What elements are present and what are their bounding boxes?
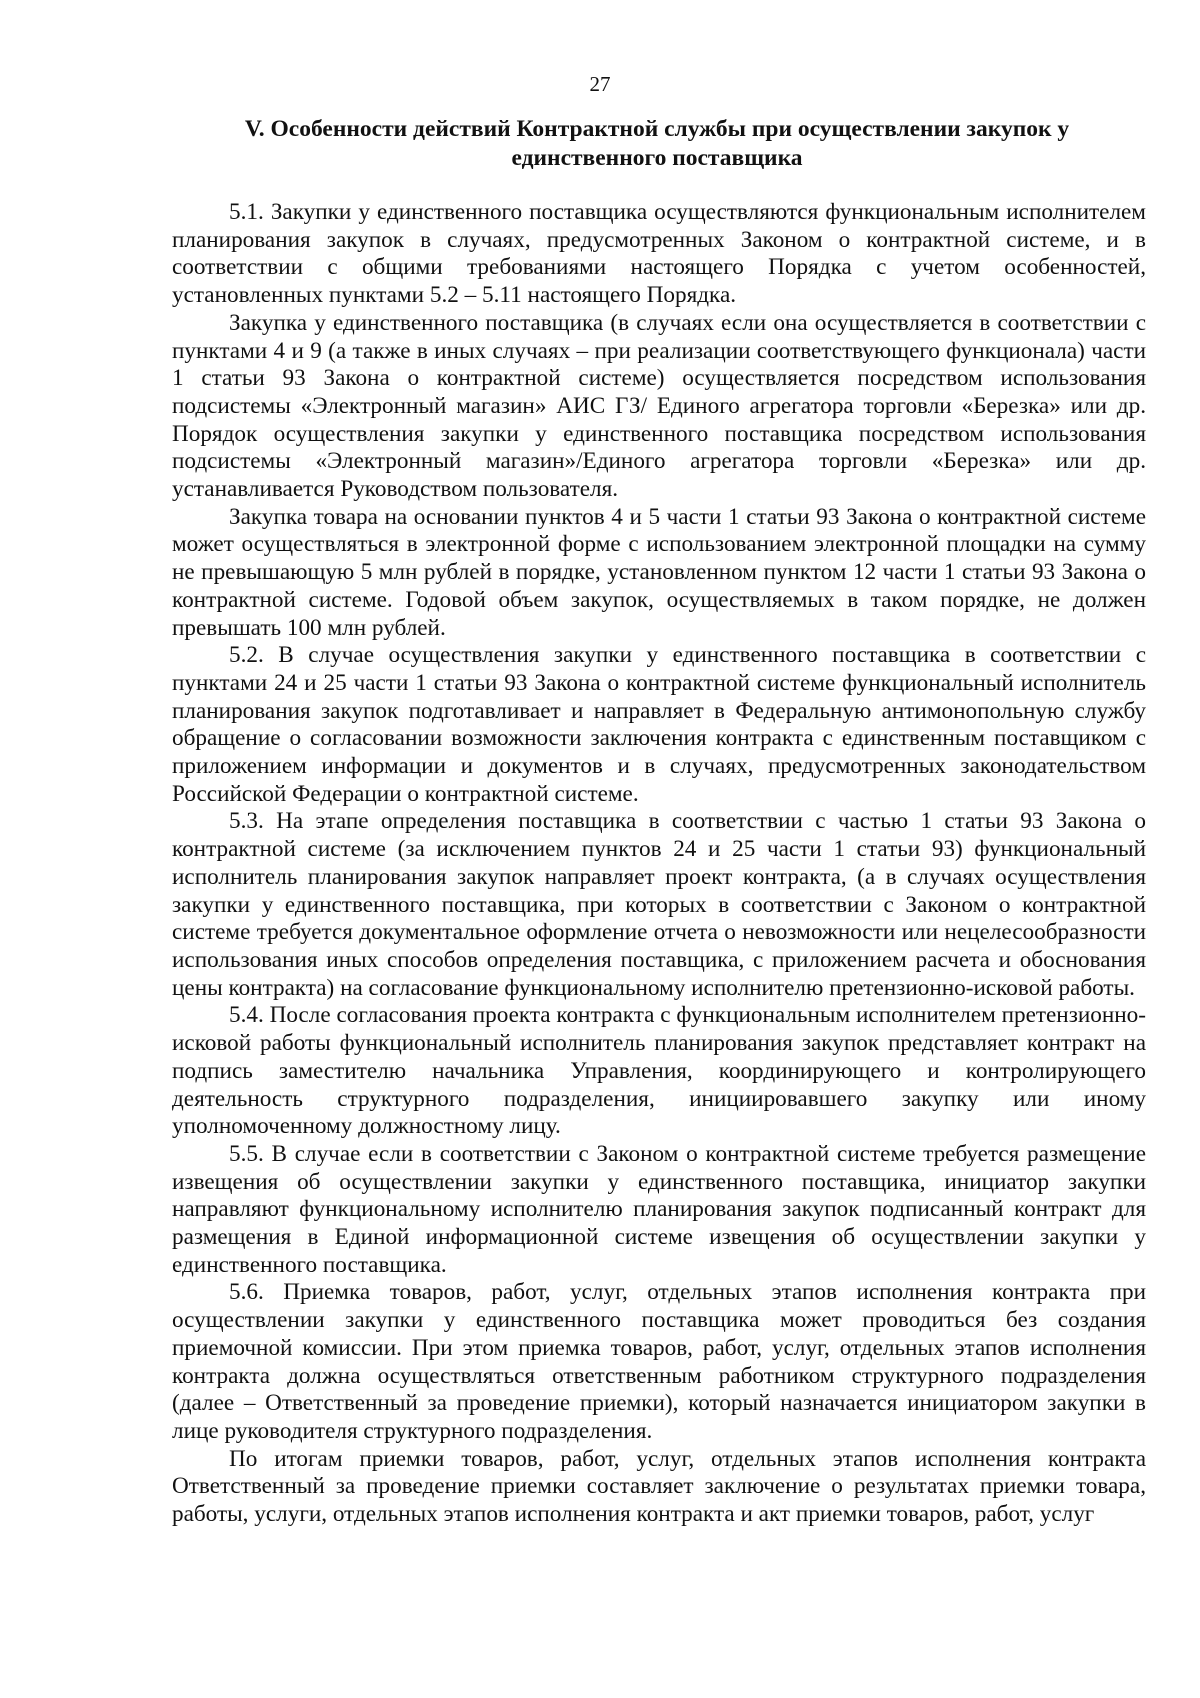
paragraph-5-1: 5.1. Закупки у единственного поставщика осуществляются функциональным исполнителем планирования закупок в случаях, предусмотренных Законом о контрактной системе, и в соответствии с общими требованиями настоящего Порядка с учетом особенностей, установленных пунктами 5.2 – 5.11 настоящего Порядка.: [172, 199, 1146, 309]
page-number: 27: [589, 72, 611, 96]
section-heading: V. Особенности действий Контрактной службы при осуществлении закупок у единственного поставщика: [244, 116, 1070, 171]
paragraph-5-3: 5.3. На этапе определения поставщика в соответствии с частью 1 статьи 93 Закона о контрактной системе (за исключением пунктов 24 и 25 части 1 статьи 93) функциональный исполнитель планирования закупок направляет проект контракта, (а в случаях осуществления закупки у единственного поставщика, при которых в соответствии с Законом о контрактной системе требуется документальное оформление отчета о невозможности или нецелесообразности использования иных способов определения поставщика, с приложением расчета и обоснования цены контракта) на согласование функциональному исполнителю претензионно-исковой работы.: [172, 808, 1146, 1001]
paragraph-5-2: 5.2. В случае осуществления закупки у единственного поставщика в соответствии с пунктами 24 и 25 части 1 статьи 93 Закона о контрактной системе функциональный исполнитель планирования закупок подготавливает и направляет в Федеральную антимонопольную службу обращение о согласовании возможности заключения контракта с единственным поставщиком с приложением информации и документов и в случаях, предусмотренных законодательством Российской Федерации о контрактной системе.: [172, 642, 1146, 807]
document-body: [172, 199, 1146, 1529]
paragraph-5-5: 5.5. В случае если в соответствии с Законом о контрактной системе требуется размещение извещения об осуществлении закупки у единственного поставщика, инициатор закупки направляют функциональному исполнителю планирования закупок подписанный контракт для размещения в Единой информационной системе извещения об осуществлении закупки у единственного поставщика.: [172, 1140, 1146, 1278]
paragraph-5-4: 5.4. После согласования проекта контракта с функциональным исполнителем претензионно-исковой работы функциональный исполнитель планирования закупок представляет контракт на подпись заместителю начальника Управления, координирующего и контролирующего деятельность структурного подразделения, инициировавшего закупку или иному уполномоченному должностному лицу.: [172, 1002, 1146, 1140]
paragraph-5-6: 5.6. Приемка товаров, работ, услуг, отдельных этапов исполнения контракта при осуществлении закупки у единственного поставщика может проводиться без создания приемочной комиссии. При этом приемка товаров, работ, услуг, отдельных этапов исполнения контракта должна осуществляться ответственным работником структурного подразделения (далее – Ответственный за проведение приемки), который назначается инициатором закупки в лице руководителя структурного подразделения.: [172, 1279, 1146, 1444]
paragraph-electronic-purchase: Закупка товара на основании пунктов 4 и 5 части 1 статьи 93 Закона о контрактной системе может осуществляться в электронной форме с использованием электронной площадки на сумму не превышающую 5 млн рублей в порядке, установленном пунктом 12 части 1 статьи 93 Закона о контрактной системе. Годовой объем закупок, осуществляемых в таком порядке, не должен превышать 100 млн рублей.: [172, 503, 1146, 641]
paragraph-acceptance-results: По итогам приемки товаров, работ, услуг, отдельных этапов исполнения контракта Ответственный за проведение приемки составляет заключение о результатах приемки товара, работы, услуги, отдельных этапов исполнения контракта и акт приемки товаров, работ, услуг: [172, 1445, 1146, 1528]
paragraph-electronic-store: Закупка у единственного поставщика (в случаях если она осуществляется в соответствии с пунктами 4 и 9 (а также в иных случаях – при реализации соответствующего функционала) части 1 статьи 93 Закона о контрактной системе) осуществляется посредством использования подсистемы «Электронный магазин» АИС ГЗ/ Единого агрегатора торговли «Березка» или др. Порядок осуществления закупки у единственного поставщика посредством использования подсистемы «Электронный магазин»/Единого агрегатора торговли «Березка» или др. устанавливается Руководством пользователя.: [172, 309, 1146, 503]
